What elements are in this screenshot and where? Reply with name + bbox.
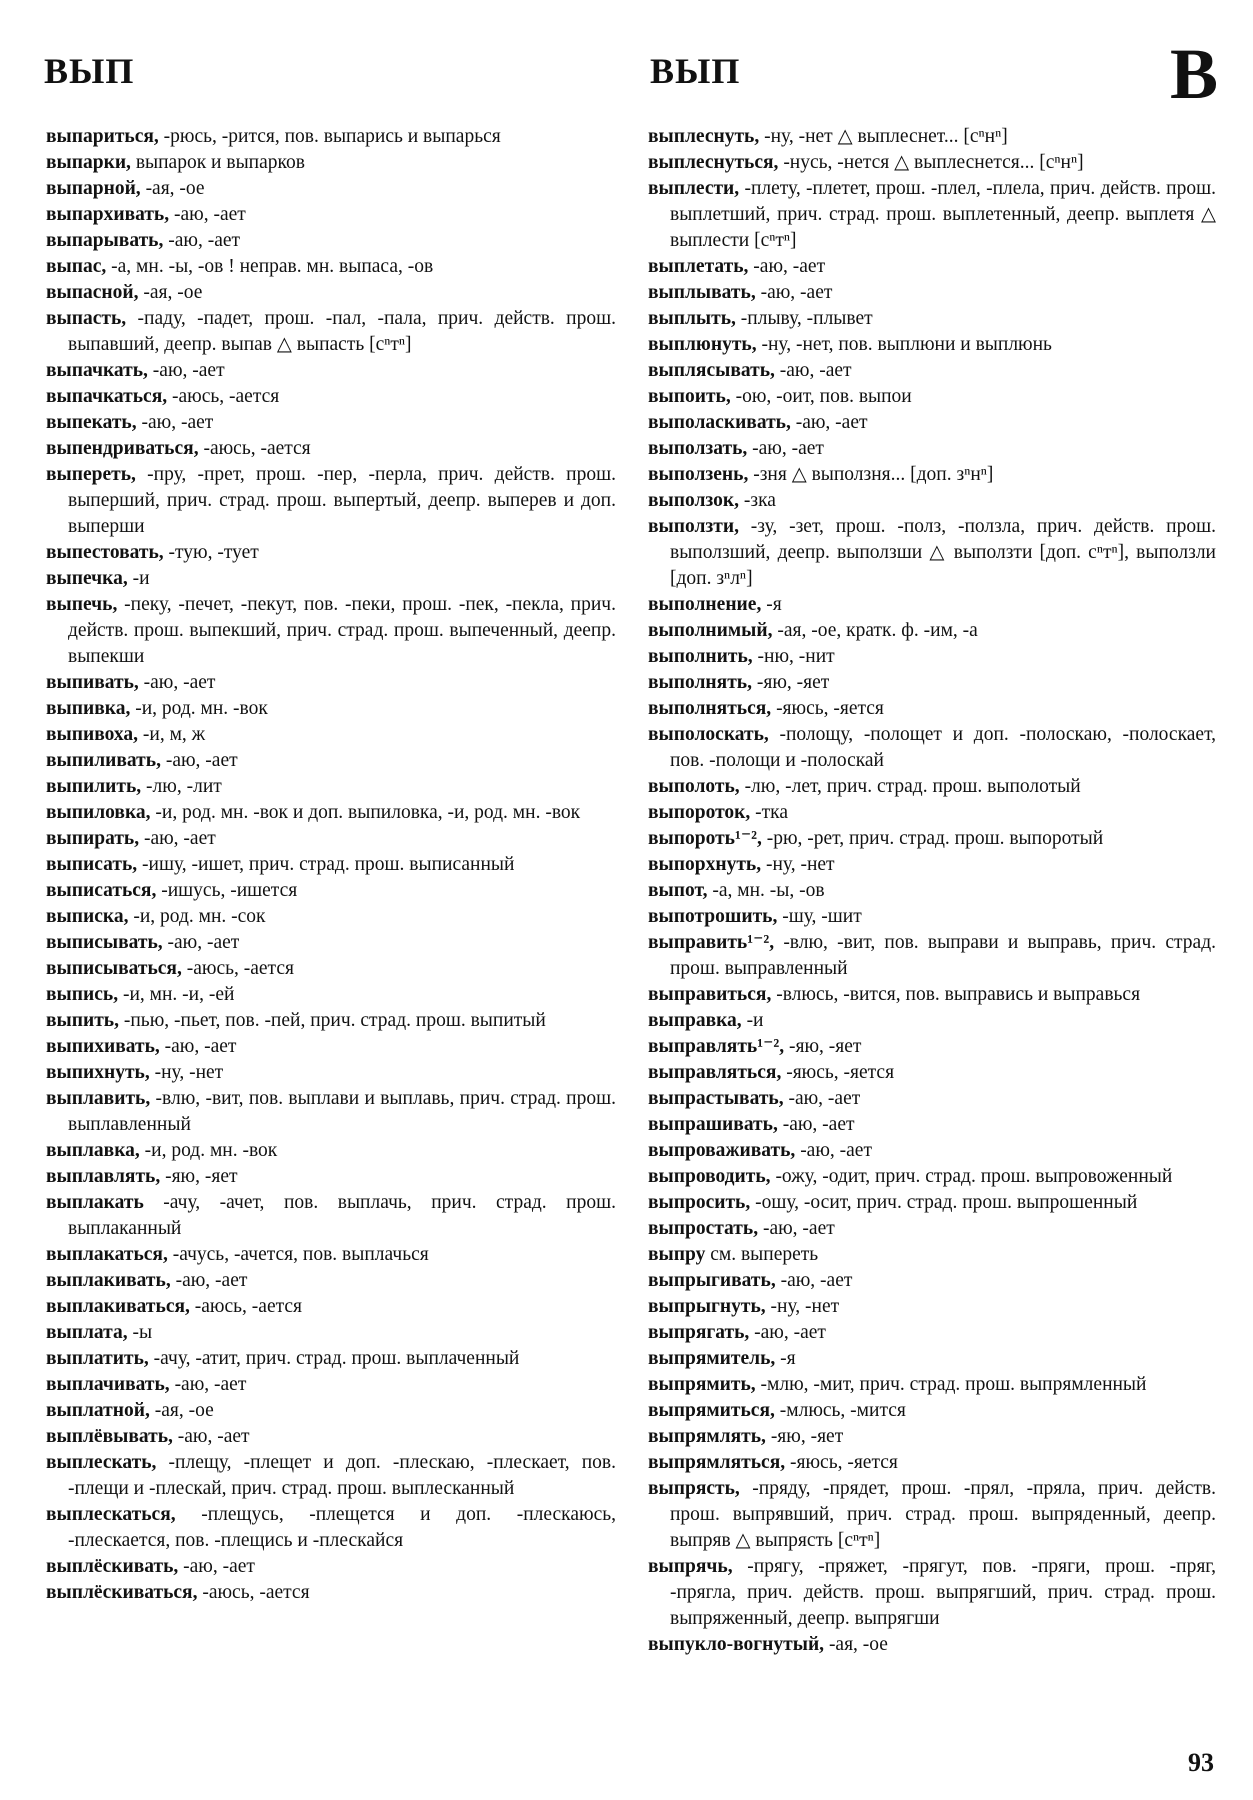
entry-forms: -и, м, ж bbox=[138, 724, 206, 745]
entry-headword: выпрашивать, bbox=[648, 1114, 778, 1135]
entry-forms: -яю, -яет bbox=[751, 672, 830, 693]
entry-forms: -и bbox=[127, 568, 150, 589]
entry-forms: -аюсь, -ается bbox=[181, 958, 294, 979]
entry-headword: выплатной, bbox=[46, 1400, 150, 1421]
dictionary-entry bbox=[648, 722, 1216, 774]
dictionary-entry bbox=[46, 124, 616, 150]
entry-forms: -аю, -ает bbox=[169, 204, 246, 225]
entry-forms: -лю, -лет, прич. страд. прош. выполотый bbox=[739, 776, 1081, 797]
dictionary-entry bbox=[648, 774, 1216, 800]
entry-headword: выпарной, bbox=[46, 178, 141, 199]
dictionary-entry bbox=[648, 384, 1216, 410]
entry-headword: выплавить, bbox=[46, 1088, 151, 1109]
dictionary-entry bbox=[648, 696, 1216, 722]
left-column bbox=[46, 124, 616, 1606]
dictionary-entry bbox=[46, 1294, 616, 1320]
dictionary-entry bbox=[46, 1398, 616, 1424]
entry-headword: выползень, bbox=[648, 464, 749, 485]
entry-forms: -млюсь, -мится bbox=[774, 1400, 906, 1421]
entry-headword: выпру bbox=[648, 1244, 706, 1265]
entry-forms: -ая, -ое, кратк. ф. -им, -а bbox=[772, 620, 978, 641]
dictionary-entry bbox=[648, 592, 1216, 618]
entry-headword: выплывать, bbox=[648, 282, 756, 303]
entry-forms: -аю, -ает bbox=[790, 412, 868, 433]
entry-headword: выплести, bbox=[648, 178, 740, 199]
entry-headword: выправляться, bbox=[648, 1062, 782, 1083]
entry-headword: выпрямляться, bbox=[648, 1452, 786, 1473]
entry-headword: выполнение, bbox=[648, 594, 762, 615]
entry-headword: выплетать, bbox=[648, 256, 749, 277]
entry-forms: -ну, -нет bbox=[761, 854, 835, 875]
entry-headword: выписаться, bbox=[46, 880, 157, 901]
dictionary-entry bbox=[648, 1554, 1216, 1632]
dictionary-entry bbox=[648, 1424, 1216, 1450]
entry-headword: выплеснуться, bbox=[648, 152, 779, 173]
dictionary-entry bbox=[648, 904, 1216, 930]
entry-headword: выплескаться, bbox=[46, 1504, 176, 1525]
entry-headword: выпивоха, bbox=[46, 724, 139, 745]
entry-headword: выпендриваться, bbox=[46, 438, 199, 459]
entry-forms: -ну, -нет △ выплеснет... [сⁿнⁿ] bbox=[759, 126, 1008, 147]
entry-headword: выпрясть, bbox=[648, 1478, 740, 1499]
entry-forms: -аю, -ает bbox=[136, 412, 214, 433]
dictionary-entry bbox=[46, 358, 616, 384]
entry-forms: -прягу, -пряжет, -прягут, пов. -пряги, прош. -пряг, -прягла, прич. действ. прош. выпрягший, прич. страд. прош. выпряженный, деепр. выпрягши bbox=[670, 1556, 1216, 1629]
page-number: 93 bbox=[1188, 1748, 1214, 1777]
entry-headword: выплавлять, bbox=[46, 1166, 161, 1187]
dictionary-entry bbox=[46, 904, 616, 930]
dictionary-entry bbox=[46, 1372, 616, 1398]
entry-headword: выпороток, bbox=[648, 802, 751, 823]
entry-headword: выползти, bbox=[648, 516, 739, 537]
entry-headword: выпись, bbox=[46, 984, 119, 1005]
entry-headword: выпас, bbox=[46, 256, 107, 277]
entry-forms: -аю, -ает bbox=[747, 438, 824, 459]
dictionary-entry bbox=[648, 358, 1216, 384]
entry-headword: выплёскиваться, bbox=[46, 1582, 198, 1603]
dictionary-entry bbox=[46, 1554, 616, 1580]
entry-forms: -аю, -ает bbox=[178, 1556, 255, 1577]
dictionary-entry bbox=[648, 1164, 1216, 1190]
entry-forms: -аю, -ает bbox=[795, 1140, 872, 1161]
dictionary-entry bbox=[648, 670, 1216, 696]
dictionary-entry bbox=[648, 436, 1216, 462]
entry-forms: -ошу, -осит, прич. страд. прош. выпрошенный bbox=[750, 1192, 1138, 1213]
entry-headword: выпарывать, bbox=[46, 230, 164, 251]
entry-forms: -ая, -ое bbox=[138, 282, 203, 303]
dictionary-entry bbox=[648, 1138, 1216, 1164]
entry-headword: выпархивать, bbox=[46, 204, 170, 225]
entry-forms: -я bbox=[761, 594, 782, 615]
entry-forms: -нусь, -нется △ выплеснется... [сⁿнⁿ] bbox=[778, 152, 1084, 173]
running-head-right: ВЫП bbox=[650, 51, 741, 91]
entry-headword: выплёскивать, bbox=[46, 1556, 179, 1577]
entry-forms: -аюсь, -ается bbox=[167, 386, 280, 407]
entry-headword: выпечь, bbox=[46, 594, 118, 615]
entry-forms: -и, род. мн. -вок bbox=[139, 1140, 278, 1161]
entry-forms: -аюсь, -ается bbox=[197, 1582, 310, 1603]
entry-headword: выплакиваться, bbox=[46, 1296, 190, 1317]
entry-forms: -ая, -ое bbox=[149, 1400, 214, 1421]
dictionary-entry bbox=[46, 410, 616, 436]
entry-forms: -аю, -ает bbox=[163, 230, 241, 251]
entry-forms: -плету, -плетет, прош. -плел, -плела, прич. действ. прош. выплетший, прич. страд. прош. выплетенный, деепр. выплетя △ выплести [сⁿтⁿ] bbox=[670, 178, 1216, 251]
entry-headword: выпрягать, bbox=[648, 1322, 750, 1343]
dictionary-entry bbox=[648, 1216, 1216, 1242]
entry-headword: выпорхнуть, bbox=[648, 854, 762, 875]
entry-headword: выпот, bbox=[648, 880, 708, 901]
entry-forms: -и bbox=[741, 1010, 764, 1031]
entry-forms: -ишу, -ишет, прич. страд. прош. выписанный bbox=[137, 854, 515, 875]
entry-forms: -яю, -яет bbox=[160, 1166, 238, 1187]
entry-forms: -аю, -ает bbox=[147, 360, 225, 381]
entry-forms: -рюсь, -рится, пов. выпарись и выпарься bbox=[158, 126, 501, 147]
dictionary-entry bbox=[648, 514, 1216, 592]
entry-headword: выплатить, bbox=[46, 1348, 149, 1369]
entry-forms: -и, род. мн. -сок bbox=[128, 906, 266, 927]
entry-forms: -ну, -нет bbox=[149, 1062, 224, 1083]
dictionary-entry bbox=[648, 618, 1216, 644]
entry-headword: выпукло-вогнутый, bbox=[648, 1634, 825, 1655]
dictionary-entry bbox=[648, 930, 1216, 982]
entry-forms: -аю, -ает bbox=[170, 1270, 248, 1291]
entry-forms: -аю, -ает bbox=[169, 1374, 247, 1395]
entry-forms: -влю, -вит, пов. выплави и выплавь, прич. страд. прош. выплавленный bbox=[68, 1088, 616, 1135]
dictionary-entry bbox=[46, 982, 616, 1008]
entry-headword: выправка, bbox=[648, 1010, 742, 1031]
dictionary-entry bbox=[46, 1580, 616, 1606]
entry-headword: выпарки, bbox=[46, 152, 131, 173]
entry-headword: выплыть, bbox=[648, 308, 736, 329]
dictionary-entry bbox=[46, 306, 616, 358]
dictionary-entry bbox=[648, 852, 1216, 878]
entry-headword: выпросить, bbox=[648, 1192, 751, 1213]
entry-forms: -пру, -прет, прош. -пер, -перла, прич. действ. прош. выперший, прич. страд. прош. выпертый, деепр. выперев и доп. выперши bbox=[68, 464, 616, 537]
entry-headword: выпить, bbox=[46, 1010, 119, 1031]
dictionary-entry bbox=[46, 956, 616, 982]
entry-forms: -и, мн. -и, -ей bbox=[118, 984, 235, 1005]
dictionary-entry bbox=[648, 1632, 1216, 1658]
entry-headword: выплюнуть, bbox=[648, 334, 757, 355]
dictionary-entry bbox=[46, 1060, 616, 1086]
entry-forms: -влюсь, -вится, пов. выправись и выправься bbox=[771, 984, 1141, 1005]
entry-forms: -аю, -ает bbox=[755, 282, 833, 303]
right-column bbox=[648, 124, 1216, 1658]
dictionary-entry bbox=[648, 1268, 1216, 1294]
dictionary-entry bbox=[46, 384, 616, 410]
dictionary-entry bbox=[46, 566, 616, 592]
entry-headword: выполняться, bbox=[648, 698, 772, 719]
entry-headword: выправить¹⁻², bbox=[648, 932, 775, 953]
entry-headword: выписка, bbox=[46, 906, 129, 927]
dictionary-entry bbox=[648, 254, 1216, 280]
entry-forms: -влю, -вит, пов. выправи и выправь, прич. страд. прош. выправленный bbox=[670, 932, 1216, 979]
entry-forms: -шу, -шит bbox=[777, 906, 862, 927]
entry-forms: -и, род. мн. -вок и доп. выпиловка, -и, род. мн. -вок bbox=[150, 802, 581, 823]
dictionary-entry bbox=[648, 124, 1216, 150]
entry-headword: выполоть, bbox=[648, 776, 740, 797]
dictionary-entry bbox=[46, 540, 616, 566]
dictionary-entry bbox=[46, 1138, 616, 1164]
running-head-left: ВЫП bbox=[44, 51, 135, 91]
dictionary-entry bbox=[648, 150, 1216, 176]
entry-forms: -аю, -ает bbox=[748, 256, 826, 277]
entry-headword: выпихнуть, bbox=[46, 1062, 150, 1083]
dictionary-entry bbox=[648, 462, 1216, 488]
dictionary-entry bbox=[46, 774, 616, 800]
dictionary-entry bbox=[648, 878, 1216, 904]
entry-forms: -пеку, -печет, -пекут, пов. -пеки, прош. -пек, -пекла, прич. действ. прош. выпекший, прич. страд. прош. выпеченный, деепр. выпекши bbox=[68, 594, 616, 667]
entry-headword: выплавка, bbox=[46, 1140, 140, 1161]
entry-forms: -ачу, -атит, прич. страд. прош. выплаченный bbox=[148, 1348, 520, 1369]
entry-headword: выполнить, bbox=[648, 646, 753, 667]
dictionary-entry bbox=[46, 1164, 616, 1190]
entry-forms: -яюсь, -яется bbox=[781, 1062, 895, 1083]
dictionary-entry bbox=[46, 254, 616, 280]
dictionary-entry bbox=[46, 826, 616, 852]
entry-headword: выпрастывать, bbox=[648, 1088, 784, 1109]
entry-forms: -зка bbox=[739, 490, 776, 511]
dictionary-entry bbox=[648, 1450, 1216, 1476]
entry-headword: выпиловка, bbox=[46, 802, 151, 823]
entry-forms: -паду, -падет, прош. -пал, -пала, прич. действ. прош. выпавший, деепр. выпав △ выпасть [сⁿтⁿ] bbox=[68, 308, 616, 355]
entry-headword: выплясывать, bbox=[648, 360, 775, 381]
entry-forms: -рю, -рет, прич. страд. прош. выпоротый bbox=[761, 828, 1104, 849]
dictionary-entry bbox=[46, 800, 616, 826]
entry-forms: -аю, -ает bbox=[162, 932, 240, 953]
entry-headword: выпирать, bbox=[46, 828, 140, 849]
dictionary-entry bbox=[46, 878, 616, 904]
entry-headword: выплёвывать, bbox=[46, 1426, 173, 1447]
entry-headword: выпечка, bbox=[46, 568, 128, 589]
entry-headword: выпростать, bbox=[648, 1218, 759, 1239]
entry-headword: выписывать, bbox=[46, 932, 163, 953]
entry-headword: выпасной, bbox=[46, 282, 139, 303]
entry-headword: выпереть, bbox=[46, 464, 136, 485]
entry-forms: -ая, -ое bbox=[824, 1634, 888, 1655]
dictionary-entry bbox=[648, 1346, 1216, 1372]
entry-headword: выпроводить, bbox=[648, 1166, 771, 1187]
entry-headword: выполоскать, bbox=[648, 724, 769, 745]
entry-forms: -аю, -ает bbox=[783, 1088, 861, 1109]
entry-headword: выполнять, bbox=[648, 672, 752, 693]
entry-forms: -аю, -ает bbox=[139, 828, 216, 849]
dictionary-entry bbox=[648, 1398, 1216, 1424]
dictionary-entry bbox=[46, 670, 616, 696]
entry-headword: выпивать, bbox=[46, 672, 139, 693]
dictionary-entry bbox=[648, 1060, 1216, 1086]
entry-headword: выпивка, bbox=[46, 698, 131, 719]
dictionary-entry bbox=[46, 696, 616, 722]
entry-headword: выплакать bbox=[46, 1192, 144, 1213]
entry-headword: выпрямить, bbox=[648, 1374, 756, 1395]
dictionary-entry bbox=[46, 280, 616, 306]
entry-forms: -яюсь, -яется bbox=[771, 698, 884, 719]
dictionary-entry bbox=[648, 1190, 1216, 1216]
entry-forms: -аюсь, -ается bbox=[198, 438, 311, 459]
dictionary-entry bbox=[648, 488, 1216, 514]
entry-forms: -ожу, -одит, прич. страд. прош. выпровоженный bbox=[770, 1166, 1173, 1187]
dictionary-entry bbox=[648, 410, 1216, 436]
entry-headword: выползать, bbox=[648, 438, 748, 459]
dictionary-entry bbox=[46, 592, 616, 670]
entry-forms: -плещу, -плещет и доп. -плескаю, -плескает, пов. -плещи и -плескай, прич. страд. прош. выплесканный bbox=[68, 1452, 616, 1499]
entry-headword: выплакивать, bbox=[46, 1270, 171, 1291]
entry-forms: -яю, -яет bbox=[784, 1036, 862, 1057]
entry-forms: -пряду, -прядет, прош. -прял, -пряла, прич. действ. прош. выпрявший, прич. страд. прош. выпряденный, деепр. выпряв △ выпрясть [сⁿтⁿ] bbox=[670, 1478, 1216, 1551]
entry-forms: -аюсь, -ается bbox=[189, 1296, 302, 1317]
entry-headword: выполаскивать, bbox=[648, 412, 791, 433]
entry-forms: -ну, -нет bbox=[765, 1296, 840, 1317]
dictionary-entry bbox=[46, 1008, 616, 1034]
dictionary-entry bbox=[46, 150, 616, 176]
entry-forms: -лю, -лит bbox=[141, 776, 222, 797]
entry-forms: -а, мн. -ы, -ов bbox=[707, 880, 825, 901]
entry-headword: выписываться, bbox=[46, 958, 182, 979]
entry-forms: -плещусь, -плещется и доп. -плескаюсь, -плескается, пов. -плещись и -плескайся bbox=[68, 1504, 616, 1551]
entry-forms: -аю, -ает bbox=[749, 1322, 826, 1343]
dictionary-entry bbox=[46, 1424, 616, 1450]
dictionary-entry bbox=[46, 1034, 616, 1060]
dictionary-entry bbox=[46, 1086, 616, 1138]
entry-forms: -аю, -ает bbox=[774, 360, 852, 381]
entry-forms: выпарок и выпарков bbox=[130, 152, 305, 173]
entry-forms: -ая, -ое bbox=[140, 178, 205, 199]
dictionary-entry bbox=[648, 1476, 1216, 1554]
dictionary-entry bbox=[46, 1346, 616, 1372]
entry-forms: -ачу, -ачет, пов. выплачь, прич. страд. прош. выплаканный bbox=[68, 1192, 616, 1239]
entry-forms: -аю, -ает bbox=[160, 750, 238, 771]
entry-headword: выпрямлять, bbox=[648, 1426, 766, 1447]
dictionary-entry bbox=[46, 228, 616, 254]
entry-headword: выползок, bbox=[648, 490, 740, 511]
entry-forms: -я bbox=[775, 1348, 796, 1369]
entry-forms: -аю, -ает bbox=[138, 672, 216, 693]
dictionary-entry bbox=[46, 462, 616, 540]
entry-forms: -яю, -яет bbox=[765, 1426, 844, 1447]
dictionary-entry bbox=[648, 1034, 1216, 1060]
dictionary-entry bbox=[648, 1112, 1216, 1138]
entry-headword: выпестовать, bbox=[46, 542, 164, 563]
entry-headword: выпариться, bbox=[46, 126, 159, 147]
dictionary-entry bbox=[46, 436, 616, 462]
dictionary-entry bbox=[46, 1190, 616, 1242]
entry-forms: -ою, -оит, пов. выпои bbox=[730, 386, 912, 407]
entry-forms: -аю, -ает bbox=[172, 1426, 250, 1447]
entry-headword: выплачивать, bbox=[46, 1374, 170, 1395]
dictionary-entry bbox=[648, 1242, 1216, 1268]
dictionary-entry bbox=[648, 826, 1216, 852]
dictionary-entry bbox=[46, 202, 616, 228]
entry-headword: выпачкать, bbox=[46, 360, 148, 381]
entry-forms: см. выпереть bbox=[705, 1244, 819, 1265]
entry-headword: выпоить, bbox=[648, 386, 731, 407]
entry-headword: выплакаться, bbox=[46, 1244, 168, 1265]
dictionary-entry bbox=[46, 722, 616, 748]
entry-headword: выпихивать, bbox=[46, 1036, 160, 1057]
entry-forms: -ы bbox=[127, 1322, 153, 1343]
entry-headword: выпиливать, bbox=[46, 750, 161, 771]
dictionary-entry bbox=[46, 176, 616, 202]
entry-forms: -зня △ выползня... [доп. зⁿнⁿ] bbox=[748, 464, 994, 485]
dictionary-entry bbox=[648, 332, 1216, 358]
entry-forms: -полощу, -полощет и доп. -полоскаю, -полоскает, пов. -полощи и -полоскай bbox=[670, 724, 1216, 771]
entry-headword: выправиться, bbox=[648, 984, 772, 1005]
entry-headword: выпекать, bbox=[46, 412, 137, 433]
dictionary-entry bbox=[46, 930, 616, 956]
entry-forms: -ачусь, -ачется, пов. выплачься bbox=[167, 1244, 429, 1265]
entry-headword: выполнимый, bbox=[648, 620, 773, 641]
entry-headword: выпилить, bbox=[46, 776, 142, 797]
dictionary-entry bbox=[46, 1320, 616, 1346]
entry-forms: -тую, -тует bbox=[163, 542, 259, 563]
entry-headword: выписать, bbox=[46, 854, 138, 875]
dictionary-entry bbox=[648, 800, 1216, 826]
dictionary-entry bbox=[46, 852, 616, 878]
entry-headword: выпачкаться, bbox=[46, 386, 168, 407]
entry-headword: выпроваживать, bbox=[648, 1140, 796, 1161]
entry-forms: -аю, -ает bbox=[775, 1270, 853, 1291]
dictionary-entry bbox=[648, 1320, 1216, 1346]
entry-headword: выпасть, bbox=[46, 308, 127, 329]
dictionary-entry bbox=[648, 982, 1216, 1008]
entry-headword: выплеснуть, bbox=[648, 126, 760, 147]
entry-headword: выпрыгивать, bbox=[648, 1270, 776, 1291]
dictionary-entry bbox=[46, 1502, 616, 1554]
entry-forms: -млю, -мит, прич. страд. прош. выпрямленный bbox=[755, 1374, 1147, 1395]
dictionary-entry bbox=[46, 1450, 616, 1502]
entry-forms: -тка bbox=[750, 802, 788, 823]
entry-forms: -и, род. мн. -вок bbox=[130, 698, 268, 719]
dictionary-entry bbox=[46, 748, 616, 774]
dictionary-entry bbox=[648, 1294, 1216, 1320]
entry-forms: -аю, -ает bbox=[777, 1114, 855, 1135]
entry-headword: выпрячь, bbox=[648, 1556, 733, 1577]
dictionary-entry bbox=[648, 1008, 1216, 1034]
entry-headword: выпрямитель, bbox=[648, 1348, 776, 1369]
dictionary-entry bbox=[648, 1086, 1216, 1112]
entry-headword: выплескать, bbox=[46, 1452, 157, 1473]
entry-headword: выплата, bbox=[46, 1322, 128, 1343]
entry-forms: -а, мн. -ы, -ов ! неправ. мн. выпаса, -ов bbox=[106, 256, 434, 277]
dictionary-entry bbox=[648, 176, 1216, 254]
section-letter: В bbox=[1170, 34, 1219, 114]
entry-headword: выпотрошить, bbox=[648, 906, 778, 927]
entry-forms: -ну, -нет, пов. выплюни и выплюнь bbox=[756, 334, 1052, 355]
entry-forms: -ню, -нит bbox=[752, 646, 835, 667]
dictionary-entry bbox=[648, 280, 1216, 306]
entry-forms: -аю, -ает bbox=[159, 1036, 237, 1057]
entry-forms: -зу, -зет, прош. -полз, -ползла, прич. действ. прош. выползший, деепр. выползши △ выползти [доп. сⁿтⁿ], выползли [доп. зⁿлⁿ] bbox=[670, 516, 1216, 589]
entry-headword: выпороть¹⁻², bbox=[648, 828, 762, 849]
entry-forms: -аю, -ает bbox=[758, 1218, 835, 1239]
dictionary-entry bbox=[46, 1242, 616, 1268]
entry-headword: выпрыгнуть, bbox=[648, 1296, 766, 1317]
dictionary-entry bbox=[648, 644, 1216, 670]
entry-forms: -ишусь, -ишется bbox=[156, 880, 298, 901]
dictionary-entry bbox=[46, 1268, 616, 1294]
entry-headword: выпрямиться, bbox=[648, 1400, 775, 1421]
entry-headword: выправлять¹⁻², bbox=[648, 1036, 785, 1057]
dictionary-entry bbox=[648, 1372, 1216, 1398]
dictionary-entry bbox=[648, 306, 1216, 332]
entry-forms: -пью, -пьет, пов. -пей, прич. страд. прош. выпитый bbox=[119, 1010, 546, 1031]
entry-forms: -яюсь, -яется bbox=[785, 1452, 898, 1473]
entry-forms: -плыву, -плывет bbox=[735, 308, 873, 329]
